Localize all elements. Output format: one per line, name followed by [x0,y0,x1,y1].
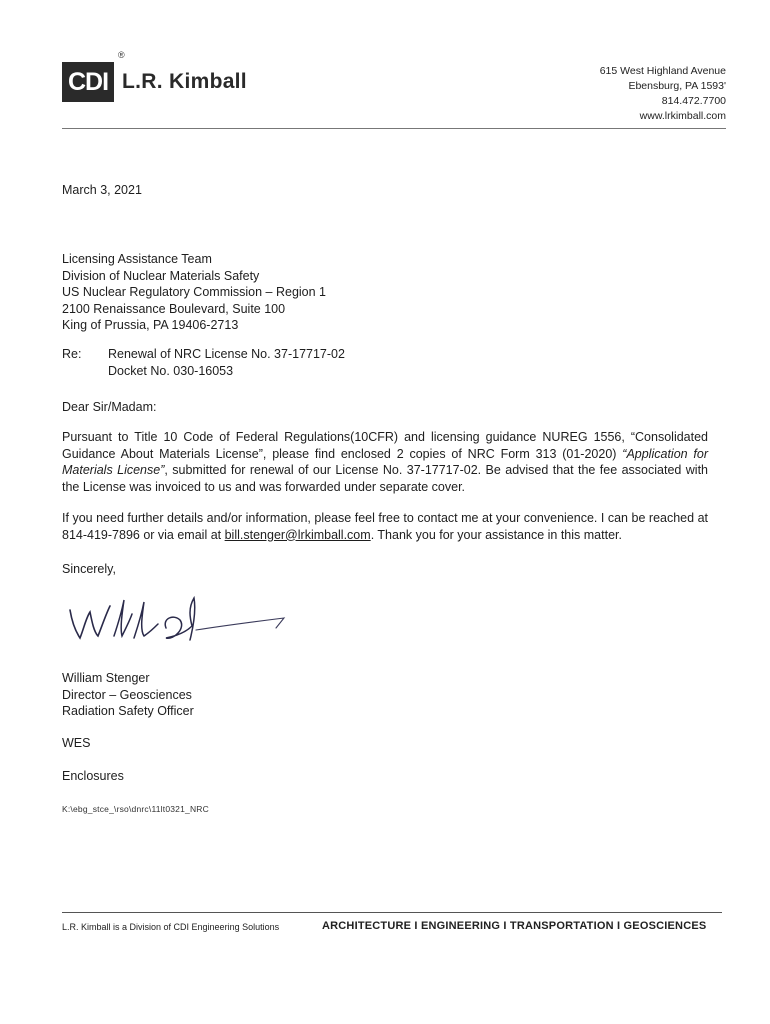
signer-title: Director – Geosciences [62,687,192,702]
footer-services: ARCHITECTURE I ENGINEERING I TRANSPORTATION I GEOSCIENCES [322,920,707,932]
paragraph-text: If you need further details and/or information, please feel free to contact me at your convenience. I can be reached at 814-419-7896 or via email at [62,511,708,542]
address-city: Ebensburg, PA 1593' [628,80,726,92]
footer-divider [62,912,722,913]
closing: Sincerely, [62,562,116,576]
paragraph-text: . Thank you for your assistance in this matter. [370,527,622,542]
typist-initials: WES [62,736,91,750]
company-name: L.R. Kimball [122,70,247,93]
recipient-address [62,251,326,334]
address-website: www.lrkimball.com [639,110,726,122]
recipient-line: 2100 Renaissance Boulevard, Suite 100 [62,301,286,316]
company-address [600,64,726,124]
letter-date: March 3, 2021 [62,183,142,197]
recipient-line: US Nuclear Regulatory Commission – Region 1 [62,285,327,299]
paragraph-text: Pursuant to Title 10 Code of Federal Regulations(10CFR) and licensing guidance NUREG 1556, “Consolidated Guidance About Materials License”, please find enclosed 2 copies of NRC Form 313 (01-2020) [62,430,708,461]
handwritten-signature [62,588,302,658]
header-divider [62,128,726,129]
subject-label: Re: [62,347,82,361]
signer-name: William Stenger [62,671,150,685]
cdi-logo-mark: CDI [62,62,114,102]
subject-line: Renewal of NRC License No. 37-17717-02 [108,347,345,361]
subject-lines [108,346,345,379]
enclosures-note: Enclosures [62,769,124,783]
signer-role: Radiation Safety Officer [62,704,194,718]
body-paragraph-1 [62,429,708,495]
recipient-line: King of Prussia, PA 19406-2713 [62,318,239,332]
company-logo [62,50,247,102]
recipient-line: Licensing Assistance Team [62,252,212,266]
paragraph-text: , submitted for renewal of our License No. 37-17717-02. Be advised that the fee associated with the License was invoiced to us and was forwarded under separate cover. [62,463,708,494]
email-link[interactable]: bill.stenger@lrkimball.com [224,527,371,542]
salutation: Dear Sir/Madam: [62,400,157,414]
address-street: 615 West Highland Avenue [599,65,726,77]
subject-block [62,346,345,379]
address-phone: 814.472.7700 [661,95,726,107]
signer-block [62,670,194,720]
subject-line: Docket No. 030-16053 [108,363,234,378]
body-paragraph-2 [62,510,708,543]
recipient-line: Division of Nuclear Materials Safety [62,268,260,283]
form-title: “Application for Materials License” [62,446,709,477]
file-path: K:\ebg_stce_\rso\dnrc\11lt0321_NRC [62,804,209,814]
footer-division-note: L.R. Kimball is a Division of CDI Engineering Solutions [62,922,280,932]
registered-mark: ® [118,50,125,60]
